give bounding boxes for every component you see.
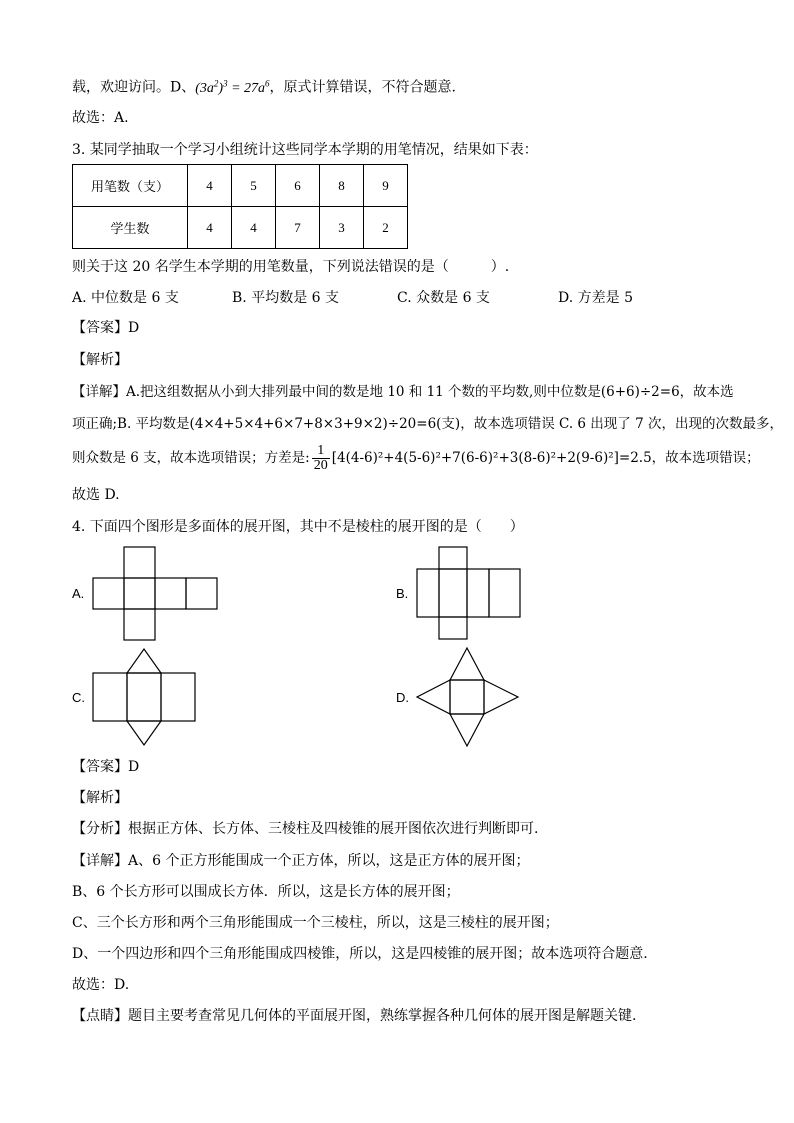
q4-label-d: D. (396, 690, 409, 705)
q4-detail-4: D、一个四边形和四个三角形能围成四棱锥，所以，这是四棱锥的展开图；故本选项符合题意. (72, 946, 648, 962)
table-cell: 3 (320, 207, 364, 249)
variance-formula: [4(4-6)²+4(5-6)²+7(6-6)²+3(8-6)²+2(9-6)²]=2.5，故本选项错误； (331, 450, 760, 466)
figure-b-cuboid-net (414, 545, 524, 641)
q4-answer: 【答案】D (72, 759, 140, 775)
q4-analysis-label: 【解析】 (72, 790, 128, 806)
q3-choose: 故选 D. (72, 487, 120, 503)
table-cell: 9 (364, 165, 408, 207)
table-cell: 4 (188, 207, 232, 249)
prev-answer-text: 载，欢迎访问。D、 (72, 79, 196, 96)
figure-d-pyramid-net (414, 645, 522, 749)
table-cell: 4 (232, 207, 276, 249)
table-cell: 7 (276, 207, 320, 249)
prev-answer-conclusion: ，原式计算错误，不符合题意. (269, 79, 456, 96)
q4-detail-2: B、6 个长方形可以围成长方体．所以，这是长方体的展开图； (72, 884, 460, 900)
q4-label-c: C. (72, 690, 85, 705)
choose-a: 故选：A. (72, 110, 129, 126)
prev-answer-line (72, 74, 456, 98)
table-cell: 2 (364, 207, 408, 249)
q3-detail-3 (72, 441, 760, 475)
q4-dianjing: 【点睛】题目主要考查常见几何体的平面展开图，熟练掌握各种几何体的展开图是解题关键. (72, 1008, 637, 1024)
q3-option-b: B. 平均数是 6 支 (232, 290, 339, 306)
q4-fenxi: 【分析】根据正方体、长方体、三棱柱及四棱锥的展开图依次进行判断即可. (72, 821, 539, 837)
q3-detail-1: 【详解】A.把这组数据从小到大排列最中间的数是地 10 和 11 个数的平均数,则中位数是(6+6)÷2=6，故本选 (72, 384, 734, 400)
q3-option-a: A. 中位数是 6 支 (72, 290, 179, 306)
q3-table (72, 164, 408, 249)
q4-label-a: A. (72, 586, 85, 601)
figure-a-cube-net (90, 545, 222, 641)
table-cell: 6 (276, 165, 320, 207)
table-header-pens: 用笔数（支） (73, 165, 188, 207)
q3-question: 则关于这 20 名学生本学期的用笔数量，下列说法错误的是（ ）. (72, 259, 510, 275)
q3-analysis-label: 【解析】 (72, 352, 128, 368)
table-header-students: 学生数 (73, 207, 188, 249)
q3-option-c: C. 众数是 6 支 (397, 290, 490, 306)
q3-option-d: D. 方差是 5 (558, 290, 633, 306)
q3-stem: 3. 某同学抽取一个学习小组统计这些同学本学期的用笔情况，结果如下表： (72, 142, 538, 158)
table-cell: 8 (320, 165, 364, 207)
q4-label-b: B. (396, 586, 409, 601)
table-cell: 5 (232, 165, 276, 207)
table-cell: 4 (188, 165, 232, 207)
q3-detail-2: 项正确;B. 平均数是(4×4+5×4+6×7+8×3+9×2)÷20=6(支)，故本选项错误 C. 6 出现了 7 次，出现的次数最多， (72, 416, 783, 432)
q3-answer: 【答案】D (72, 320, 140, 336)
q4-stem: 4. 下面四个图形是多面体的展开图，其中不是棱柱的展开图的是（ ） (72, 519, 524, 535)
table-row (73, 207, 408, 249)
q4-detail-3: C、三个长方形和两个三角形能围成一个三棱柱，所以，这是三棱柱的展开图； (72, 915, 559, 931)
table-row (73, 165, 408, 207)
fraction-one-twentieth: $\frac{1}{20}$ (313, 443, 328, 473)
q4-choose: 故选：D. (72, 977, 130, 993)
q3-detail-3-text: 则众数是 6 支，故本选项错误；方差是: (72, 450, 310, 466)
power-expression: $(3a^2)^3 = 27a^6$ (195, 78, 270, 96)
q4-detail-1: 【详解】A、6 个正方形能围成一个正方体，所以，这是正方体的展开图； (72, 853, 530, 869)
figure-c-prism-net (90, 646, 200, 748)
